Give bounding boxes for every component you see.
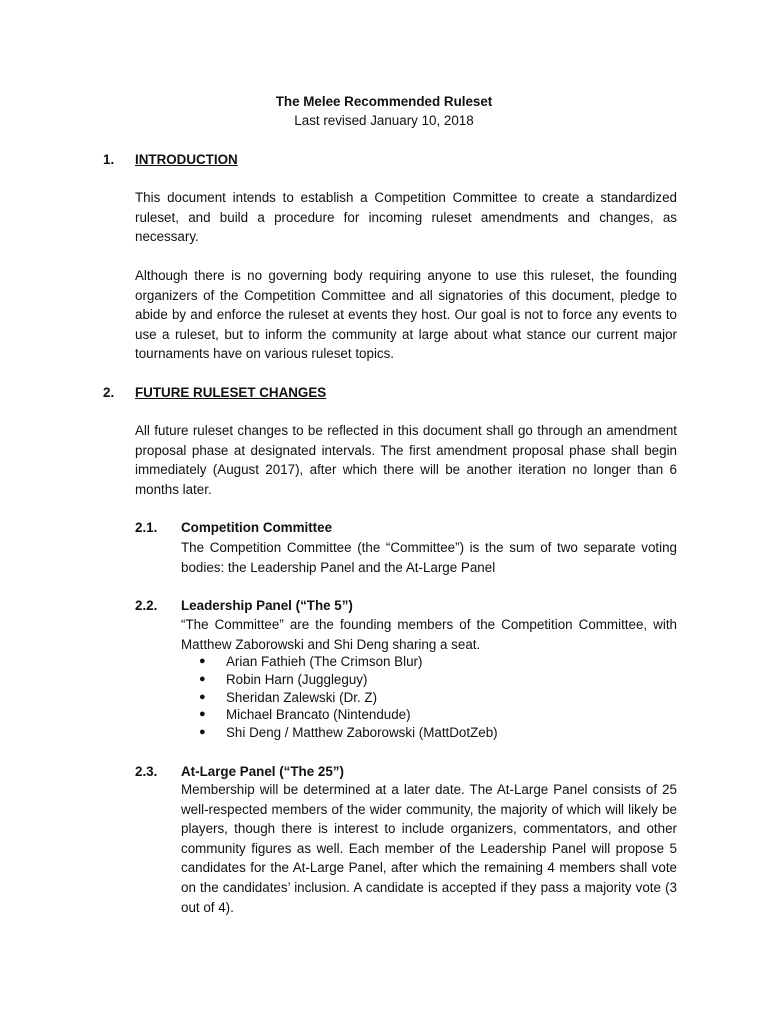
section-number: 1.	[103, 152, 115, 167]
member-name: Shi Deng / Matthew Zaborowski (MattDotZeb)	[226, 725, 498, 741]
subsection-title: Leadership Panel (“The 5”)	[181, 598, 353, 613]
document-title: The Melee Recommended Ruleset	[275, 94, 493, 109]
subsection-title: Competition Committee	[181, 520, 333, 535]
bullet-icon: ●	[199, 708, 206, 721]
subsection-number: 2.1.	[135, 520, 158, 535]
list-item	[181, 671, 498, 689]
intro-paragraph-2: Although there is no governing body requiring anyone to use this ruleset, the founding organizers of the Competition Committee and all signatories of this document, pledge to abide by and enforce the ruleset at events they host. Our goal is not to force any events to use a ruleset, but to inform the community at large about what stance our current major tournaments have on various ruleset topics.	[135, 268, 677, 362]
bullet-icon: ●	[199, 726, 206, 739]
subsection-number: 2.2.	[135, 598, 158, 613]
section-title: FUTURE RULESET CHANGES	[135, 385, 327, 400]
list-item	[181, 724, 498, 742]
section-heading-introduction	[103, 150, 238, 170]
member-name: Michael Brancato (Nintendude)	[226, 707, 411, 723]
bullet-icon: ●	[199, 655, 206, 667]
section-number: 2.	[103, 385, 115, 400]
subsection-title: At-Large Panel (“The 25”)	[181, 764, 344, 779]
future-changes-paragraph: All future ruleset changes to be reflected in this document shall go through an amendment proposal phase at designated intervals. The first amendment proposal phase shall begin immediately (August 2017), after which there will be another iteration no longer than 6 months later.	[135, 423, 677, 497]
member-name: Robin Harn (Juggleguy)	[226, 671, 368, 687]
member-name: Arian Fathieh (The Crimson Blur)	[226, 654, 423, 669]
bullet-icon: ●	[199, 690, 206, 703]
subsection-2-2-body: “The Committee” are the founding members of the Competition Committee, with Matthew Zaborowski and Shi Deng sharing a seat.	[181, 617, 677, 652]
subsection-number: 2.3.	[135, 764, 158, 779]
list-item	[181, 706, 498, 724]
section-title: INTRODUCTION	[135, 152, 238, 167]
intro-paragraph-1: This document intends to establish a Competition Committee to create a standardized ruleset, and build a procedure for incoming ruleset amendments and changes, as necessary.	[135, 190, 677, 245]
leadership-member-list	[181, 653, 498, 742]
subsection-2-1-body: The Competition Committee (the “Committee”) is the sum of two separate voting bodies: the Leadership Panel and the At-Large Panel	[181, 540, 677, 575]
list-item	[181, 689, 498, 707]
revision-date: Last revised January 10, 2018	[294, 113, 474, 128]
list-item	[181, 653, 498, 671]
bullet-icon: ●	[199, 672, 206, 685]
section-heading-future-ruleset-changes	[103, 383, 326, 403]
member-name: Sheridan Zalewski (Dr. Z)	[226, 689, 378, 705]
subsection-2-3-body: Membership will be determined at a later date. The At-Large Panel consists of 25 well-respected members of the wider community, the majority of which will likely be players, though there is interest to include organizers, commentators, and other community figures as well. Each member of the Leadership Panel will propose 5 candidates for the At-Large Panel, after which the remaining 4 members shall vote on the candidates’ inclusion. A candidate is accepted if they pass a majority vote (3 out of 4).	[181, 782, 677, 915]
